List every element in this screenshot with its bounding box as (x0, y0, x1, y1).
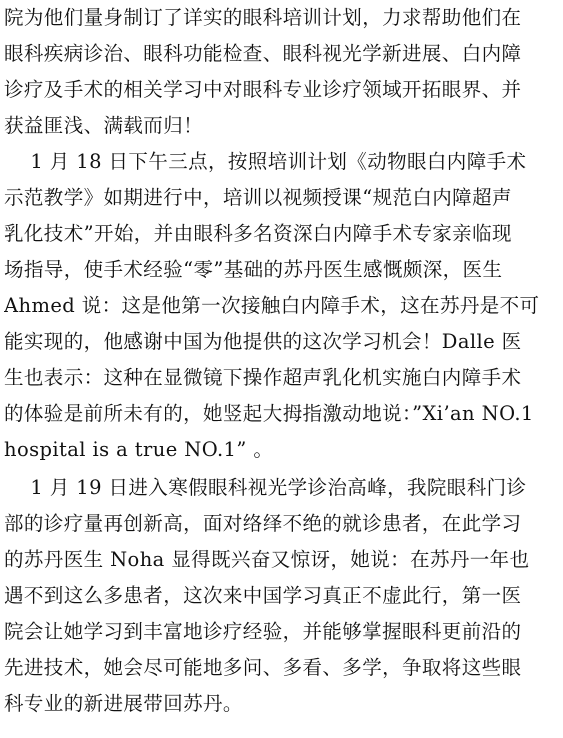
text-line: 部的诊疗量再创新高，面对络绎不绝的就诊患者，在此学习 (4, 512, 522, 535)
text-line: 示范教学》如期进行中，培训以视频授课“规范白内障超声 (4, 186, 512, 209)
text-line: 1 月 19 日进入寒假眼科视光学诊治高峰，我院眼科门诊 (4, 476, 527, 499)
text-line: 的苏丹医生 Noha 显得既兴奋又惊讶，她说：在苏丹一年也 (4, 548, 530, 571)
text-line: 诊疗及手术的相关学习中对眼科专业诊疗领域开拓眼界、并 (4, 78, 522, 101)
text-line: 场指导，使手术经验“零”基础的苏丹医生感慨颇深，医生 (4, 258, 503, 281)
text-line: 院会让她学习到丰富地诊疗经验，并能够掌握眼科更前沿的 (4, 620, 522, 643)
text-line: 能实现的，他感谢中国为他提供的这次学习机会！Dalle 医 (4, 330, 522, 353)
text-line: 科专业的新进展带回苏丹。 (4, 692, 243, 715)
text-line: 生也表示：这种在显微镜下操作超声乳化机实施白内障手术 (4, 366, 522, 389)
text-line: 院为他们量身制订了详实的眼科培训计划，力求帮助他们在 (4, 6, 522, 29)
text-line: Ahmed 说：这是他第一次接触白内障手术，这在苏丹是不可 (4, 294, 540, 317)
text-line: hospital is a true NO.1” 。 (4, 438, 274, 461)
text-line: 获益匪浅、满载而归！ (4, 114, 204, 137)
text-line: 乳化技术”开始，并由眼科多名资深白内障手术专家亲临现 (4, 222, 512, 245)
text-line: 1 月 18 日下午三点，按照培训计划《动物眼白内障手术 (4, 150, 527, 173)
text-line: 先进技术，她会尽可能地多问、多看、多学，争取将这些眼 (4, 656, 522, 679)
text-line: 遇不到这么多患者，这次来中国学习真正不虚此行，第一医 (4, 584, 522, 607)
text-line: 眼科疾病诊治、眼科功能检查、眼科视光学新进展、白内障 (4, 42, 522, 65)
text-line: 的体验是前所未有的，她竖起大拇指激动地说：”Xi’an NO.1 (4, 402, 534, 425)
